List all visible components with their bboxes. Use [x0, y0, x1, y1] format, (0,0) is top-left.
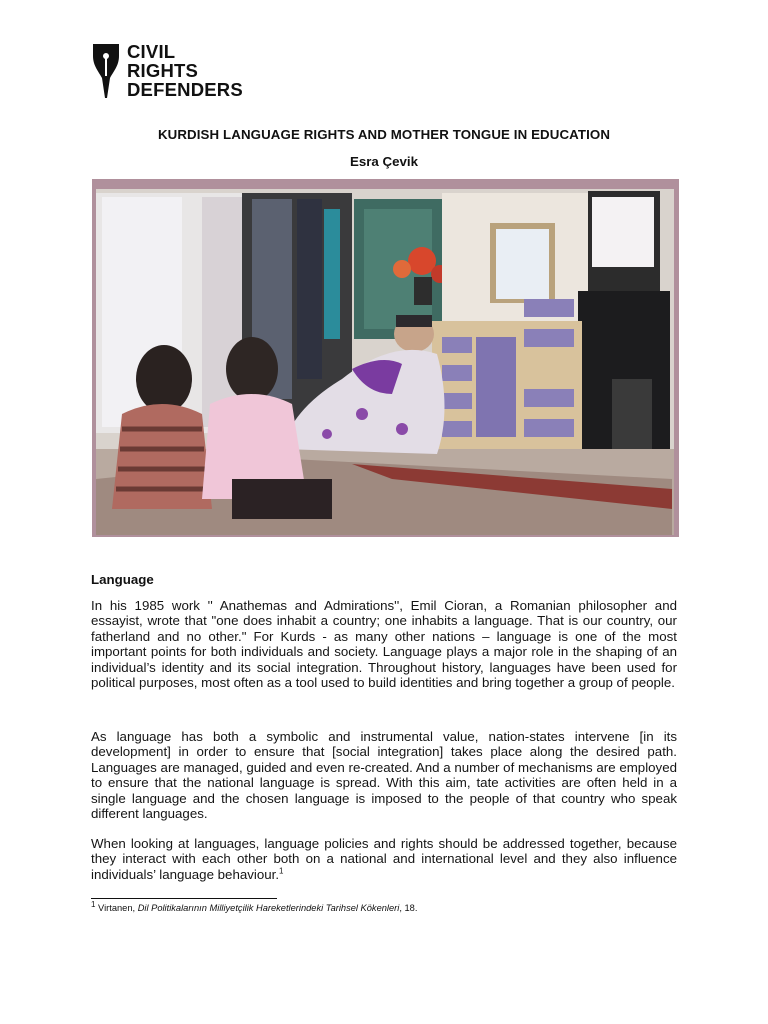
civil-rights-defenders-logo [91, 42, 243, 100]
document-title: KURDISH LANGUAGE RIGHTS AND MOTHER TONGUE IN EDUCATION [157, 127, 611, 142]
footnote-page: , 18. [399, 903, 418, 913]
footnote-work-title: Dil Politikalarının Milliyetçilik Hareketlerindeki Tarihsel Kökenleri [137, 903, 400, 913]
pen-nib-icon [91, 42, 121, 100]
paragraph-1: In his 1985 work '' Anathemas and Admirations'', Emil Cioran, a Romanian philosopher and essayist, wrote that "one does inhabit a country; one inhabits a language. That is our country, our fatherland and no other." For Kurds - as many other nations – language is one of the most important points for both individuals and society. Language plays a major role in the shaping of an individual’s identity and its social integration. Throughout history, languages have been used for political purposes, most often as a tool used to build identities and bring together a group of people. [91, 598, 677, 691]
footnote-marker: 1 [91, 899, 96, 909]
footnote-author: Virtanen, [98, 903, 136, 913]
logo-wordmark [127, 42, 243, 99]
footnote-reference[interactable]: 1 [279, 866, 284, 876]
paragraph-2: As language has both a symbolic and instrumental value, nation-states intervene [in its development] in order to ensure that [social integration] takes place along the desired path. Languages are managed, guided and even re-created. And a number of mechanisms are employed to ensure that the national language is spread. With this aim, tate activities are often held in a single language and the chosen language is imposed to the people of that country who speak different languages. [91, 729, 677, 822]
photo-family-room [92, 179, 679, 537]
section-heading: Language [91, 572, 154, 587]
logo-line-civil: CIVIL [127, 41, 176, 62]
photo-illustration [92, 179, 679, 537]
document-author: Esra Çevik [349, 154, 418, 169]
logo-line-rights: RIGHTS [127, 60, 199, 81]
paragraph-3 [91, 836, 677, 882]
logo-line-defenders: DEFENDERS [127, 79, 243, 100]
footnote-divider [91, 898, 277, 899]
paragraph-3-text: When looking at languages, language policies and rights should be addressed together, because they interact with each other both on a national and international level and they also influence individuals’ language behaviour. [91, 836, 677, 882]
footnote [91, 899, 418, 913]
